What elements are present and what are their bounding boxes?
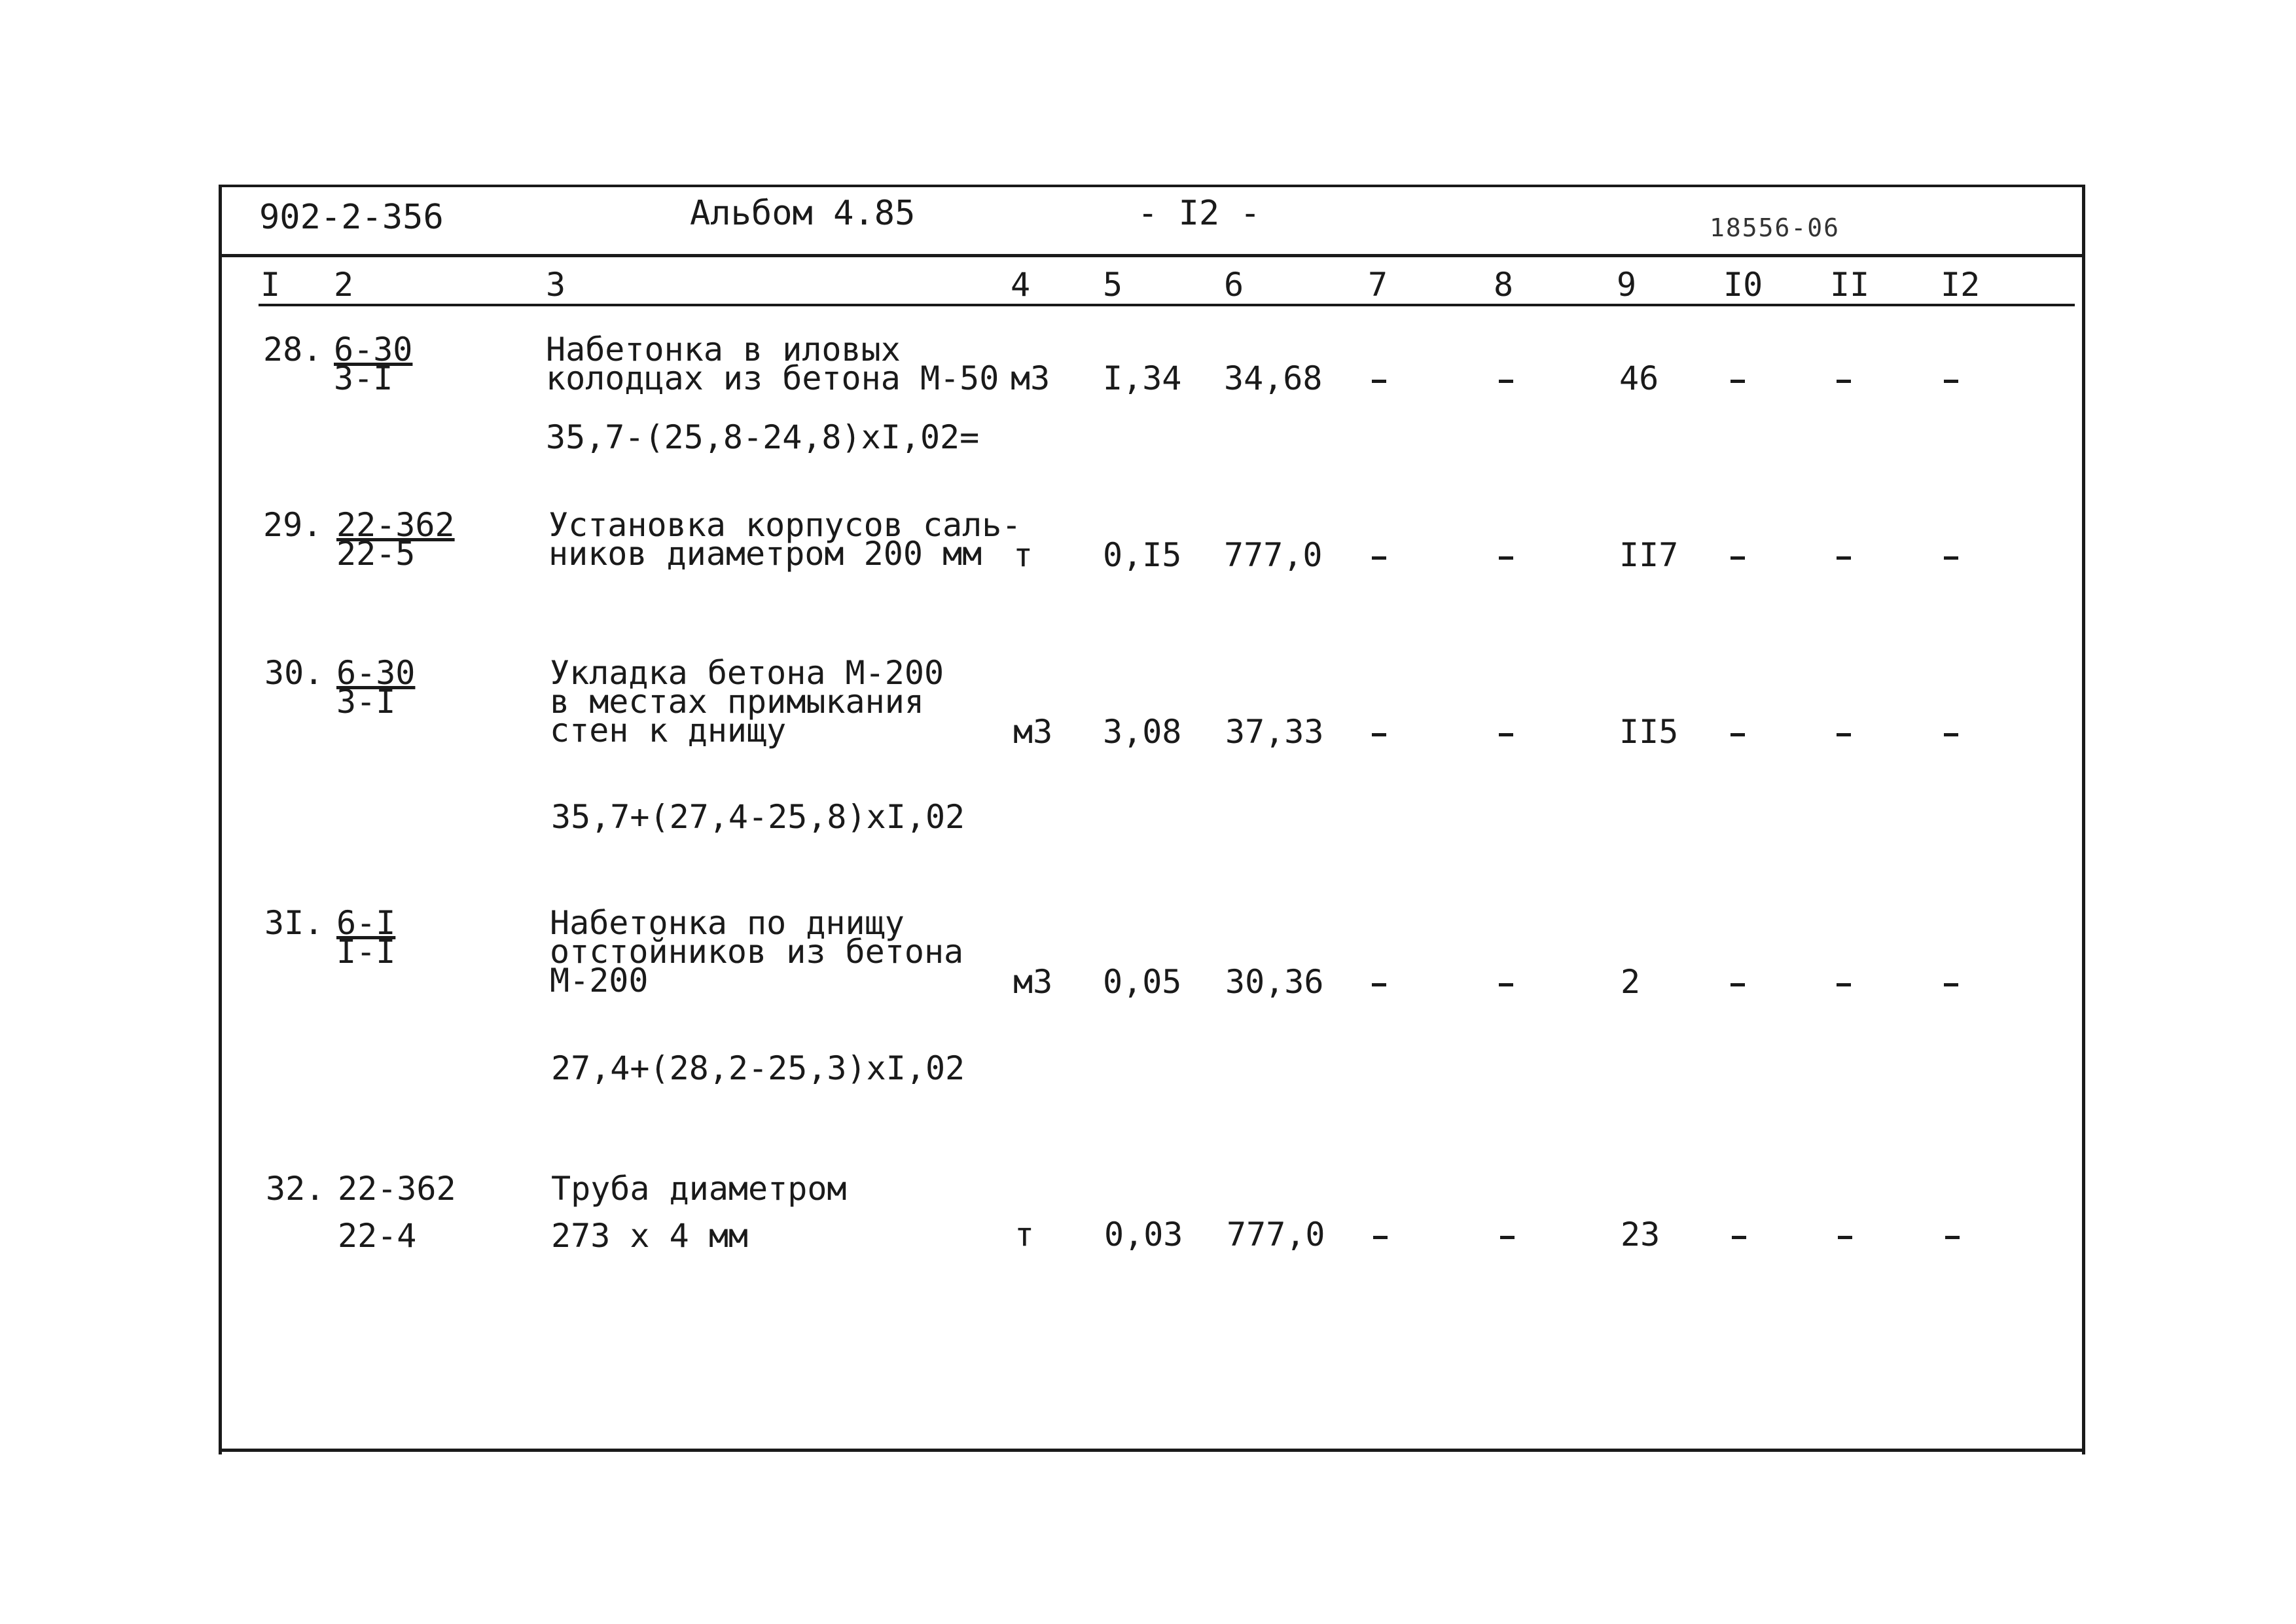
rate-code-bottom: 3-I [334,359,393,397]
empty-cell-dash [1944,983,1958,986]
quantity-cell: 0,I5 [1103,536,1182,574]
rate-code-top: 6-I [336,904,396,942]
rate-code-bottom: 3-I [336,683,396,721]
calculation-formula: 35,7+(27,4-25,8)xI,02 [551,798,965,836]
total-cell: 23 [1621,1216,1660,1254]
page-number: - I2 - [1138,194,1261,233]
total-cell: 2 [1621,963,1641,1001]
column-header-3: 3 [546,266,566,304]
quantity-cell: 0,05 [1103,963,1182,1001]
description-line: колодцах из бетона М-50 [546,359,999,397]
price-cell: 37,33 [1225,713,1324,751]
price-cell: 34,68 [1224,359,1323,397]
row-number: 28. [263,331,323,369]
row-number: 30. [264,654,324,692]
inventory-stamp: 18556-06 [1710,213,1840,242]
unit-cell: т [1013,536,1033,574]
total-cell: II7 [1619,536,1679,574]
rate-code-top: 22-362 [336,506,455,544]
total-cell: 46 [1619,359,1659,397]
column-header-12: I2 [1941,266,1981,304]
description-line: Набетонка по днищу [550,904,905,942]
column-header-7: 7 [1368,266,1388,304]
column-header-8: 8 [1494,266,1514,304]
rate-code-top: 22-362 [338,1170,456,1208]
row-number: 3I. [264,904,324,942]
column-header-divider [259,304,2075,306]
empty-cell-dash [1372,380,1386,383]
empty-cell-dash [1944,733,1958,736]
empty-cell-dash [1372,556,1386,560]
rate-code-bottom: 22-4 [338,1217,417,1255]
quantity-cell: 3,08 [1103,713,1182,751]
rate-code-top: 6-30 [336,654,416,692]
description-line: в местах примыкания [550,683,924,721]
unit-cell: т [1014,1216,1035,1254]
document-code: 902-2-356 [259,198,444,237]
empty-cell-dash [1499,983,1513,986]
frame-top-border [219,185,2085,187]
empty-cell-dash [1731,983,1745,986]
empty-cell-dash [1944,380,1958,383]
column-header-5: 5 [1103,266,1123,304]
empty-cell-dash [1837,733,1851,736]
empty-cell-dash [1373,1236,1388,1239]
column-header-4: 4 [1011,266,1031,304]
column-header-9: 9 [1617,266,1637,304]
rate-code-bottom: 22-5 [336,535,416,573]
empty-cell-dash [1732,1236,1746,1239]
description-line: стен к днищу [550,712,787,749]
column-header-11: II [1830,266,1870,304]
empty-cell-dash [1499,556,1513,560]
column-header-6: 6 [1224,266,1244,304]
price-cell: 30,36 [1225,963,1324,1001]
description-line: Установка корпусов саль- [548,506,1022,544]
empty-cell-dash [1837,556,1851,560]
empty-cell-dash [1837,983,1851,986]
frame-bottom-border [219,1449,2085,1452]
price-cell: 777,0 [1227,1216,1325,1254]
row-number: 32. [266,1170,325,1208]
unit-cell: м3 [1013,963,1053,1001]
empty-cell-dash [1945,1236,1960,1239]
unit-cell: м3 [1011,359,1050,397]
frame-left-border [219,185,222,1454]
frame-right-border [2082,185,2085,1454]
total-cell: II5 [1619,713,1679,751]
description-line: ников диаметром 200 мм [548,535,982,573]
calculation-formula: 35,7-(25,8-24,8)xI,02= [546,418,980,456]
description-line: Труба диаметром [551,1170,847,1208]
album-label: Альбом 4.85 [690,194,916,233]
description-line: 273 х 4 мм [551,1217,749,1255]
price-cell: 777,0 [1224,536,1323,574]
rate-code-top: 6-30 [334,331,413,369]
empty-cell-dash [1731,380,1745,383]
empty-cell-dash [1499,380,1513,383]
description-line: отстойников из бетона [550,933,964,971]
description-line: Набетонка в иловых [546,331,901,369]
empty-cell-dash [1944,556,1958,560]
empty-cell-dash [1731,556,1745,560]
column-header-10: I0 [1723,266,1763,304]
empty-cell-dash [1838,1236,1852,1239]
quantity-cell: I,34 [1103,359,1182,397]
description-line: М-200 [550,962,649,1000]
column-header-1: I [260,266,281,304]
column-header-2: 2 [334,266,354,304]
header-divider [219,254,2085,257]
empty-cell-dash [1731,733,1745,736]
calculation-formula: 27,4+(28,2-25,3)xI,02 [551,1049,965,1087]
empty-cell-dash [1837,380,1851,383]
empty-cell-dash [1500,1236,1515,1239]
empty-cell-dash [1499,733,1513,736]
rate-code-bottom: I-I [336,933,396,971]
row-number: 29. [263,506,323,544]
empty-cell-dash [1372,983,1386,986]
quantity-cell: 0,03 [1104,1216,1183,1254]
description-line: Укладка бетона М-200 [550,654,944,692]
unit-cell: м3 [1013,713,1053,751]
empty-cell-dash [1372,733,1386,736]
